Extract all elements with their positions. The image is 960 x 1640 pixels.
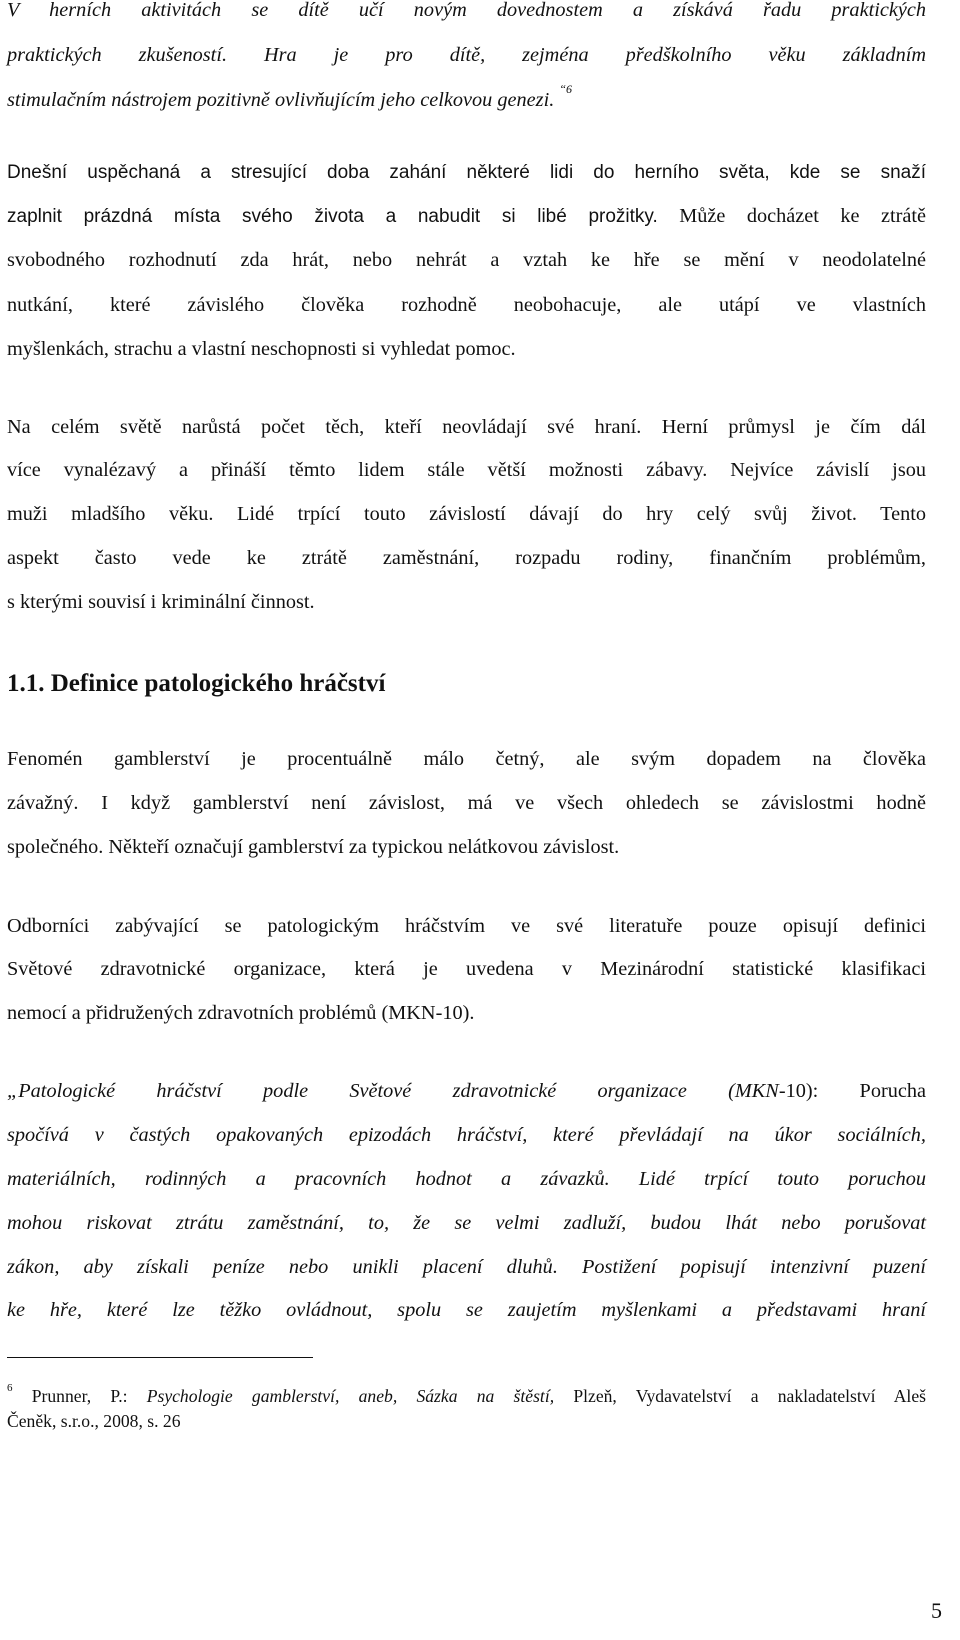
footnote-line: Čeněk, s.r.o., 2008, s. 26 xyxy=(7,1411,181,1431)
text-line: praktických zkušeností. Hra je pro dítě, zejména předškolního věku základním xyxy=(7,44,926,66)
text-line: spočívá v častých opakovaných epizodách hráčství, které převládají na úkor sociálních, xyxy=(7,1124,926,1146)
text-line xyxy=(7,82,926,113)
section-heading: 1.1. Definice patologického hráčství xyxy=(7,670,386,697)
footnote-reference: “6 xyxy=(559,82,573,96)
text-line: muži mladšího věku. Lidé trpící touto závislostí dávají do hry celý svůj život. Tento xyxy=(7,503,926,525)
text-span: stimulačním nástrojem pozitivně ovlivňujícím jeho celkovou genezi. xyxy=(7,89,555,111)
footnote xyxy=(7,1382,926,1407)
text-line: s kterými souvisí i kriminální činnost. xyxy=(7,591,315,613)
text-line: více vynalézavý a přináší těmto lidem stále větší možnosti zábavy. Nejvíce závislí jsou xyxy=(7,459,926,481)
text-line: aspekt často vede ke ztrátě zaměstnání, rozpadu rodiny, finančním problémům, xyxy=(7,547,926,569)
text-line: V herních aktivitách se dítě učí novým dovednostem a získává řadu praktických xyxy=(7,0,926,21)
text-line: Na celém světě narůstá počet těch, kteří neovládají své hraní. Herní průmysl je čím dál xyxy=(7,416,926,438)
text-span: zaplnit prázdná místa svého života a nabudit si libé prožitky. xyxy=(7,206,658,227)
footnote-author: Prunner, P.: xyxy=(31,1386,128,1406)
footnote-title: Psychologie gamblerství, aneb, Sázka na štěstí, xyxy=(146,1386,555,1406)
footnote-publisher: Plzeň, Vydavatelství a nakladatelství Aleš xyxy=(573,1386,926,1406)
text-line: ke hře, které lze těžko ovládnout, spolu se zaujetím myšlenkami a představami hraní xyxy=(7,1299,926,1321)
page-number: 5 xyxy=(931,1598,942,1623)
text-span: Může docházet ke ztrátě xyxy=(679,205,926,227)
footnote-separator xyxy=(7,1357,313,1358)
text-line: nutkání, které závislého člověka rozhodně neobohacuje, ale utápí ve vlastních xyxy=(7,294,926,316)
text-span: -10): Porucha xyxy=(778,1080,927,1102)
text-line: nemocí a přidružených zdravotních problémů (MKN-10). xyxy=(7,1002,475,1024)
footnote-number: 6 xyxy=(7,1382,13,1394)
text-line: zákon, aby získali peníze nebo unikli placení dluhů. Postižení popisují intenzivní puzení xyxy=(7,1256,926,1278)
text-span: „Patologické hráčství podle Světové zdravotnické organizace (MKN xyxy=(7,1080,779,1102)
text-line xyxy=(7,203,926,230)
text-line: svobodného rozhodnutí zda hrát, nebo nehrát a vztah ke hře se mění v neodolatelné xyxy=(7,249,926,271)
text-line: Dnešní uspěchaná a stresující doba zahání některé lidi do herního světa, kde se snaží xyxy=(7,162,926,183)
text-line: společného. Někteří označují gamblerství za typickou nelátkovou závislost. xyxy=(7,836,620,858)
text-line: Odborníci zabývající se patologickým hráčstvím ve své literatuře pouze opisují definici xyxy=(7,915,926,937)
text-line xyxy=(7,1078,926,1104)
text-line: Fenomén gamblerství je procentuálně málo četný, ale svým dopadem na člověka xyxy=(7,748,926,770)
text-line: mohou riskovat ztrátu zaměstnání, to, že se velmi zadluží, budou lhát nebo porušovat xyxy=(7,1212,926,1234)
text-line: Světové zdravotnické organizace, která je uvedena v Mezinárodní statistické klasifikaci xyxy=(7,958,926,980)
text-line: závažný. I když gamblerství není závislost, má ve všech ohledech se závislostmi hodně xyxy=(7,792,926,814)
text-line: materiálních, rodinných a pracovních hodnot a závazků. Lidé trpící touto poruchou xyxy=(7,1168,926,1190)
text-line: myšlenkách, strachu a vlastní neschopnosti si vyhledat pomoc. xyxy=(7,338,516,360)
